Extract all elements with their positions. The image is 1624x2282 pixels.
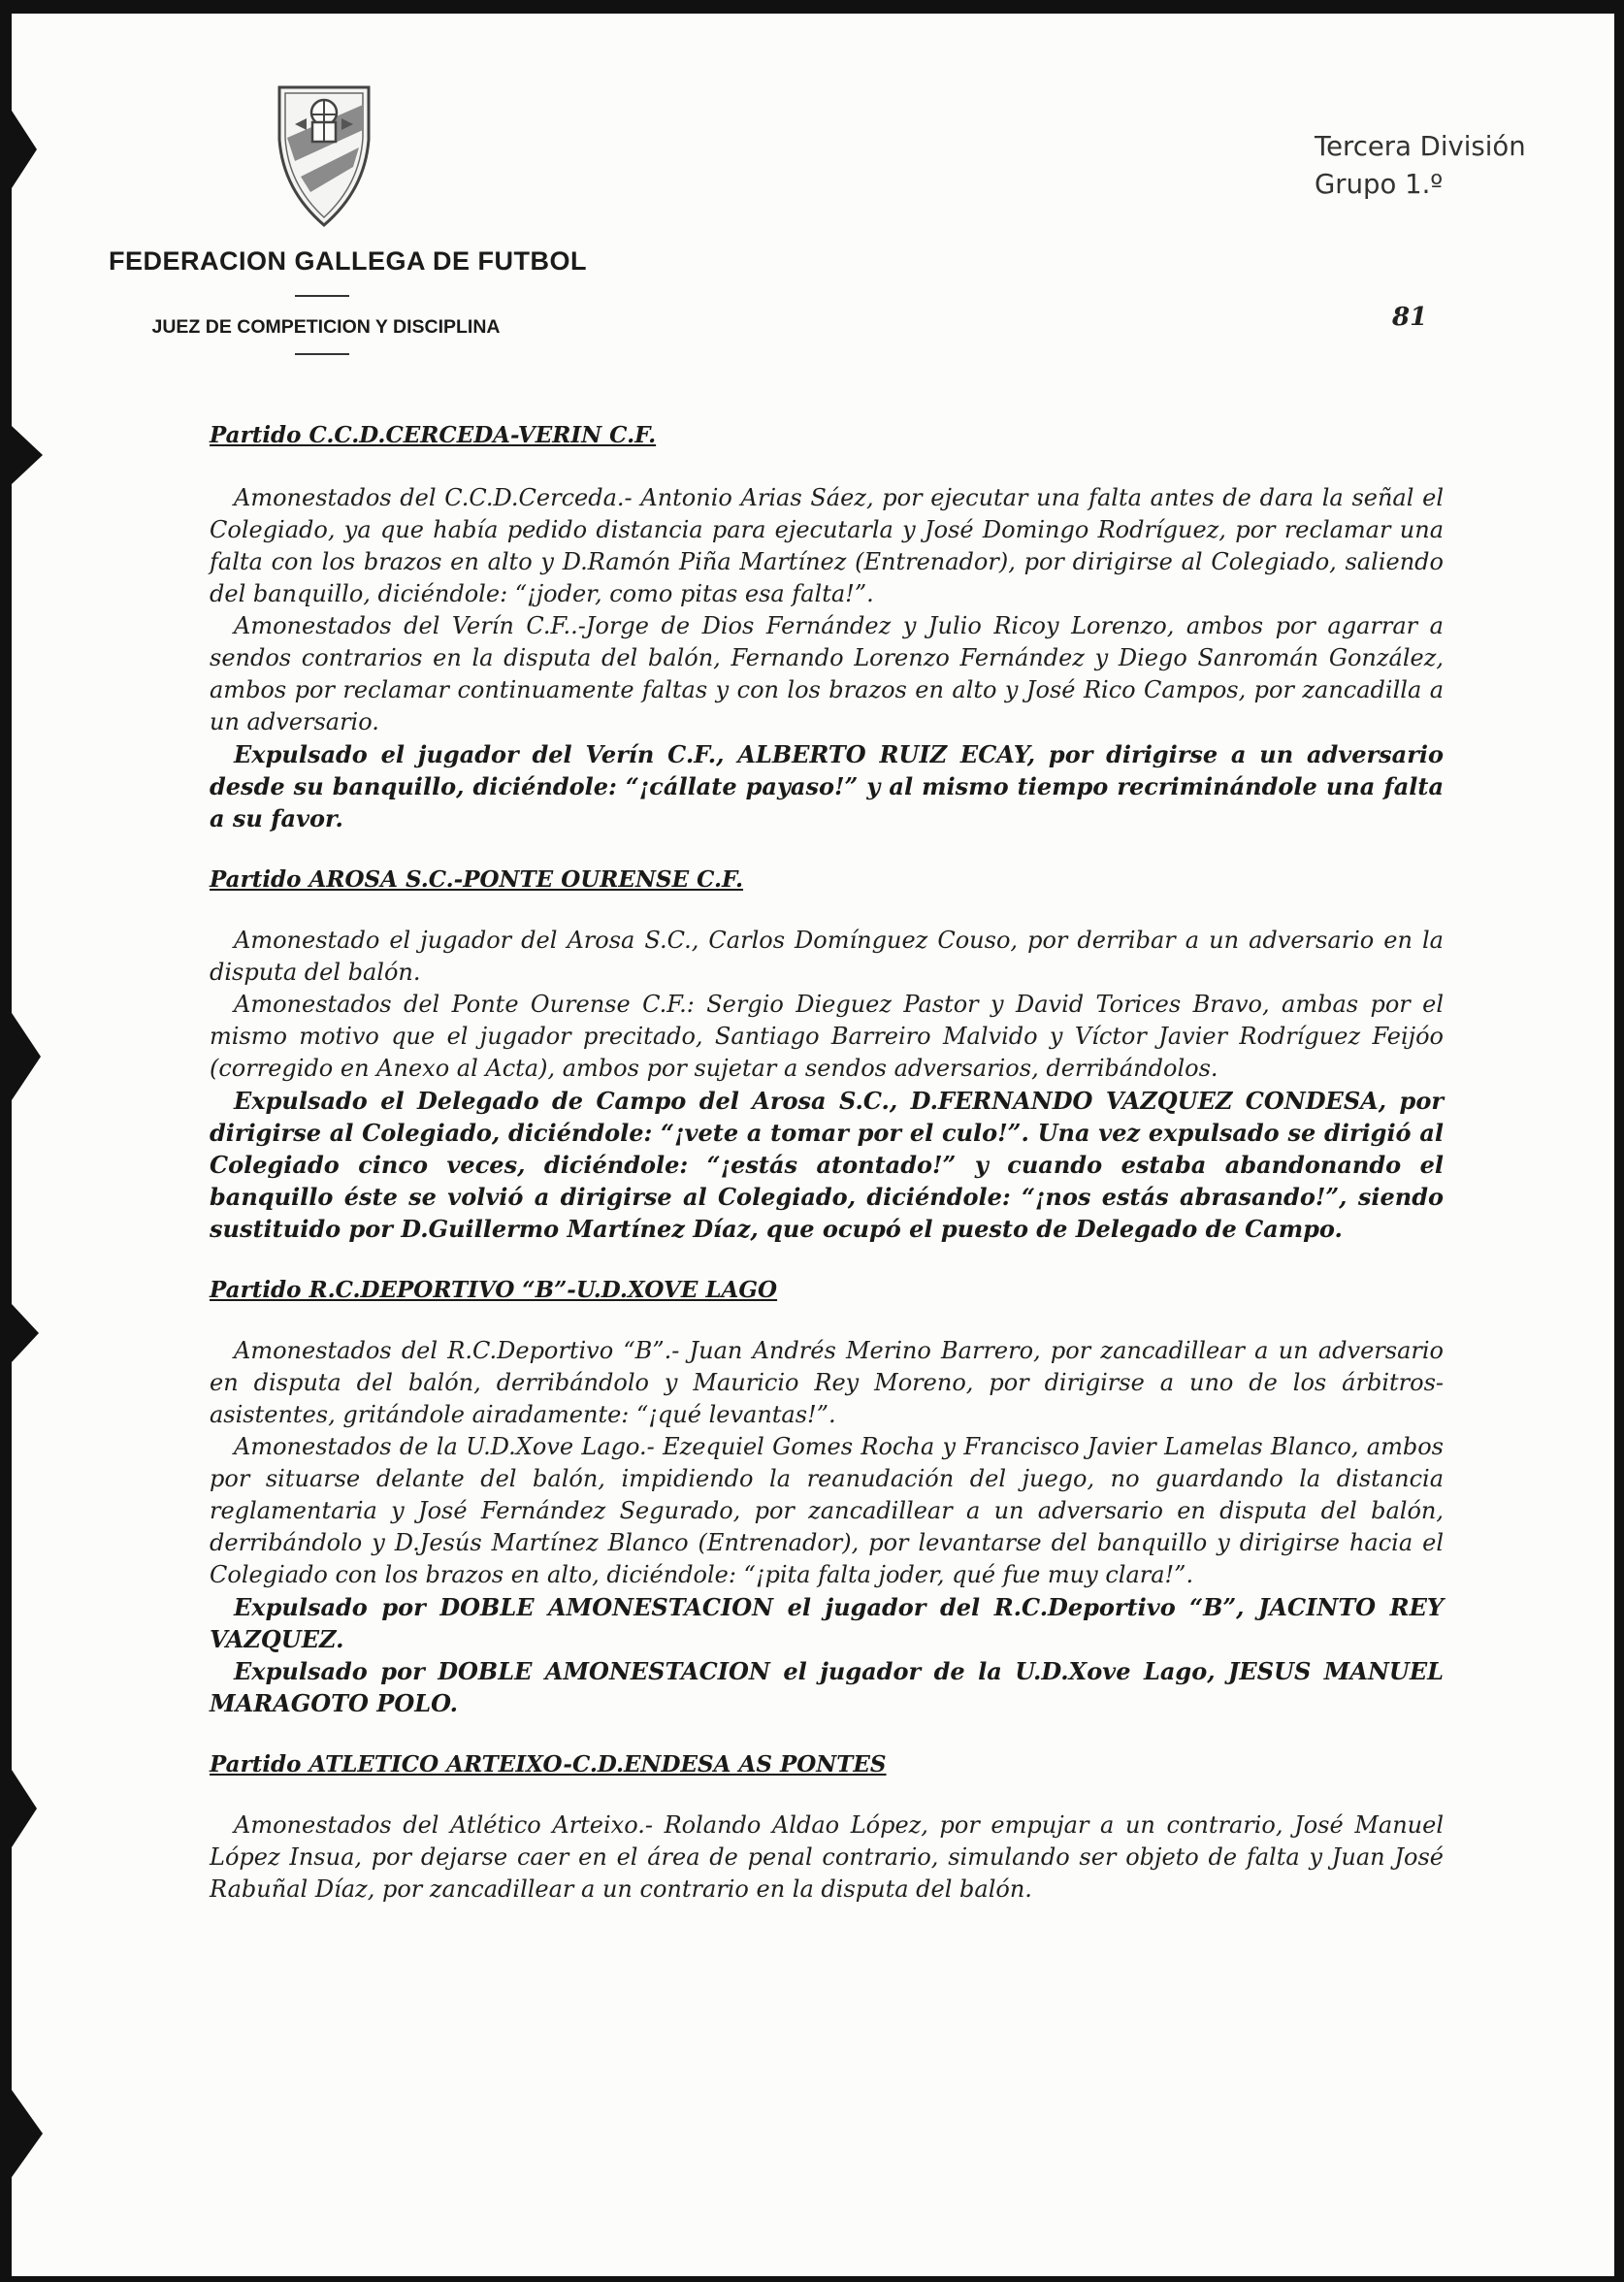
paragraph: Amonestados de la U.D.Xove Lago.- Ezequiel Gomes Rocha y Francisco Javier Lamelas Blanco, ambos por situarse delante del balón, impidiendo la reanudación del juego, no guardando la distancia reglamentaria y José Fernández Segurado, por zancadillear a un adversario en disputa del balón, derribándolo y D.Jesús Martínez Blanco (Entrenador), por levantarse del banquillo y dirigirse hacia el Colegiado con los brazos en alto, diciéndole: “¡pita falta joder, qué fue muy clara!”. bbox=[210, 1433, 1444, 1588]
expulsion-paragraph: Expulsado por DOBLE AMONESTACION el jugador de la U.D.Xove Lago, JESUS MANUEL MARAGOTO POLO. bbox=[210, 1657, 1444, 1717]
match-title: Partido ATLETICO ARTEIXO-C.D.ENDESA AS PONTES bbox=[210, 1751, 887, 1777]
division-line: Tercera División bbox=[1315, 131, 1526, 162]
match-title: Partido AROSA S.C.-PONTE OURENSE C.F. bbox=[210, 866, 744, 893]
match-section bbox=[210, 864, 1444, 1245]
torn-edge bbox=[12, 1304, 39, 1362]
document-page bbox=[12, 14, 1614, 2276]
expulsion-paragraph: Expulsado el jugador del Verín C.F., ALBERTO RUIZ ECAY, por dirigirse a un adversario desde su banquillo, diciéndole: “¡cállate payaso!” y al mismo tiempo recriminándole una falta a su favor. bbox=[210, 740, 1444, 832]
expulsion-paragraph: Expulsado por DOBLE AMONESTACION el jugador del R.C.Deportivo “B”, JACINTO REY VAZQUEZ. bbox=[210, 1593, 1444, 1653]
federation-crest-icon bbox=[276, 83, 373, 229]
torn-edge bbox=[12, 2090, 43, 2177]
expulsion-paragraph: Expulsado el Delegado de Campo del Arosa S.C., D.FERNANDO VAZQUEZ CONDESA, por dirigirse al Colegiado, diciéndole: “¡vete a tomar por el culo!”. Una vez expulsado se dirigió al Colegiado cinco veces, diciéndole: “¡estás atontado!” y cuando estaba abandonando el banquillo éste se volvió a dirigirse al Colegiado, diciéndole: “¡nos estás abrasando!”, siendo sustituido por D.Guillermo Martínez Díaz, que ocupó el puesto de Delegado de Campo. bbox=[210, 1087, 1444, 1243]
paragraph: Amonestados del Ponte Ourense C.F.: Sergio Dieguez Pastor y David Torices Bravo, ambas por el mismo motivo que el jugador precitado, Santiago Barreiro Malvido y Víctor Javier Rodríguez Feijóo (corregido en Anexo al Acta), ambos por sujetar a sendos adversarios, derribándolos. bbox=[210, 991, 1444, 1082]
match-section bbox=[210, 419, 1444, 834]
paragraph: Amonestados del Verín C.F..-Jorge de Dios Fernández y Julio Ricoy Lorenzo, ambos por agarrar a sendos contrarios en la disputa del balón, Fernando Lorenzo Fernández y Diego Sanromán González, ambos por reclamar continuamente faltas y con los brazos en alto y José Rico Campos, por zancadilla a un adversario. bbox=[210, 612, 1444, 735]
torn-edge bbox=[12, 1013, 41, 1100]
torn-edge bbox=[12, 1770, 37, 1847]
judge-title: JUEZ DE COMPETICION Y DISCIPLINA bbox=[151, 316, 501, 338]
federation-name: FEDERACION GALLEGA DE FUTBOL bbox=[109, 246, 587, 276]
match-title: Partido C.C.D.CERCEDA-VERIN C.F. bbox=[210, 422, 657, 448]
match-title: Partido R.C.DEPORTIVO “B”-U.D.XOVE LAGO bbox=[210, 1277, 778, 1303]
paragraph: Amonestados del C.C.D.Cerceda.- Antonio Arias Sáez, por ejecutar una falta antes de dara la señal el Colegiado, ya que había pedido distancia para ejecutarla y José Domingo Rodríguez, por reclamar una falta con los brazos en alto y D.Ramón Piña Martínez (Entrenador), por dirigirse al Colegiado, saliendo del banquillo, diciéndole: “¡joder, como pitas esa falta!”. bbox=[210, 484, 1444, 607]
paragraph: Amonestado el jugador del Arosa S.C., Carlos Domínguez Couso, por derribar a un adversario en la disputa del balón. bbox=[210, 927, 1444, 986]
document-body bbox=[210, 419, 1444, 1906]
division-label bbox=[1315, 128, 1526, 204]
match-section bbox=[210, 1274, 1444, 1719]
paragraph: Amonestados del R.C.Deportivo “B”.- Juan Andrés Merino Barrero, por zancadillear a un adversario en disputa del balón, derribándolo y Mauricio Rey Moreno, por dirigirse a uno de los árbitros-asistentes, gritándole airadamente: “¡qué levantas!”. bbox=[210, 1337, 1444, 1428]
divider bbox=[295, 295, 349, 297]
torn-edge bbox=[12, 111, 37, 188]
divider bbox=[295, 353, 349, 355]
paragraph: Amonestados del Atlético Arteixo.- Rolando Aldao López, por empujar a un contrario, José Manuel López Insua, por dejarse caer en el área de penal contrario, simulando ser objeto de falta y Juan José Rabuñal Díaz, por zancadillear a un contrario en la disputa del balón. bbox=[210, 1811, 1444, 1903]
torn-edge bbox=[12, 426, 43, 484]
group-line: Grupo 1.º bbox=[1315, 169, 1444, 200]
page-number: 81 bbox=[1392, 303, 1428, 332]
match-section bbox=[210, 1748, 1444, 1906]
